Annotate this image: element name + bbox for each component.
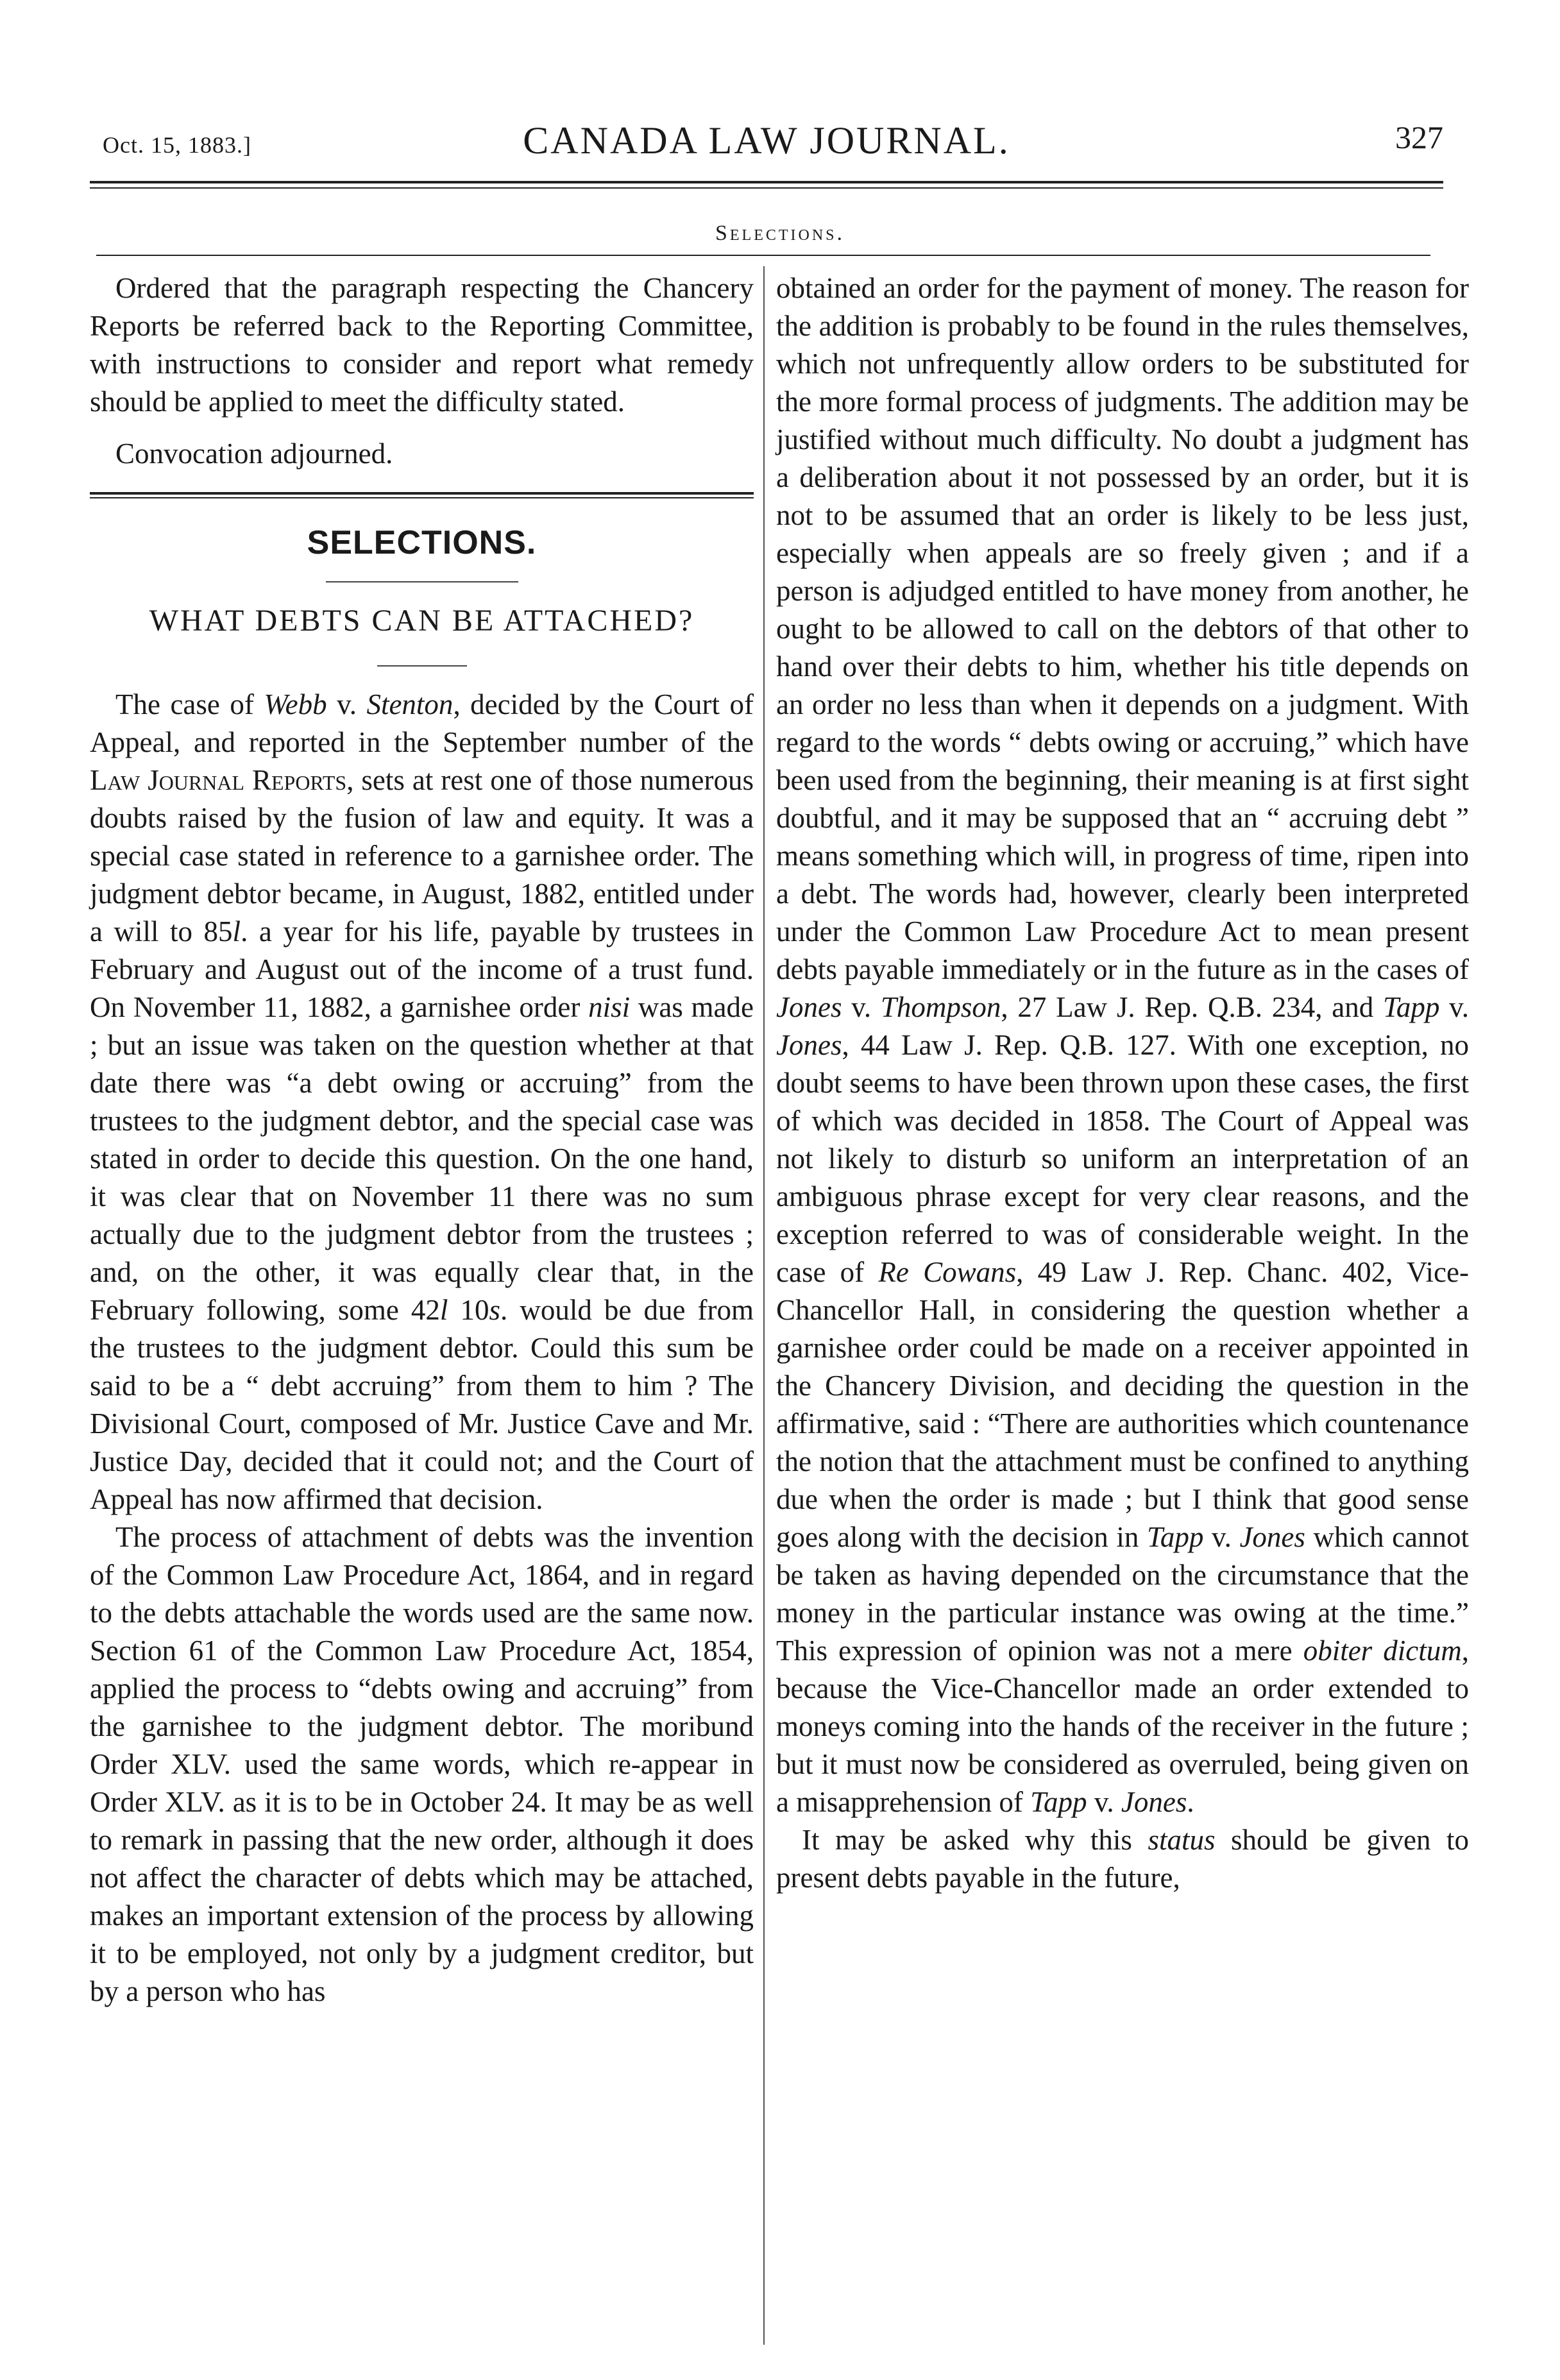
case-name: Stenton — [366, 688, 454, 720]
section-header: Selections. — [715, 221, 845, 245]
header-rule-thin — [90, 187, 1443, 189]
journal-title: CANADA LAW JOURNAL. — [523, 119, 1010, 162]
latin-term: obiter dictum — [1303, 1635, 1462, 1667]
page-number: 327 — [1395, 119, 1443, 155]
intro-paragraph: Ordered that the paragraph respecting the Chancery Reports be referred back to the Reporting Committee, with instructions to consider and report what remedy should be applied to meet the difficulty stated. — [90, 272, 754, 418]
article-paragraph-2-continued: obtained an order for the payment of money. The reason for the addition is probably to be found in the rules themselves, which not unfrequently allow orders to be substituted for the more formal process of judgments. The addition may be justified without much difficulty. No doubt a judgment has a deliberation about it not possessed by an order, but it is not to be assumed that an order is likely to be less just, especially when appeals are so freely given ; and if a person is adjudged entitled to have money from another, he ought to be allowed to call on the debtors of that other to hand over their debts to him, whether his title depends on an order no less than when it depends on a judgment. With regard to the words “ debts owing or accruing,” which have been used from the beginning, their meaning is at first sight doubtful, and it may be supposed that an “ accruing debt ” means something which will, in progress of time, ripen into a debt. The words had, however, clearly been interpreted under the Common Law Procedure Act to mean present debts payable immediately or in the future as in the cases of Jones v. Thompson, 27 Law J. Rep. Q.B. 234, and Tapp v. Jones, 44 Law J. Rep. Q.B. 127. With one exception, no doubt seems to have been thrown upon these cases, the first of which was decided in 1858. The Court of Appeal was not likely to disturb so uniform an interpretation of an ambiguous phrase except for very clear reasons, and the exception referred to was of considerable weight. In the case of Re Cowans, 49 Law J. Rep. Chanc. 402, Vice-Chancellor Hall, in considering the question whether a garnishee order could be made on a receiver appointed in the Chancery Division, and deciding the question in the affirmative, said : “There are authorities which countenance the notion that the attachment must be confined to anything due when the order is made ; but I think that good sense goes along with the decision in Tapp v. Jones which cannot be taken as having depended on the circumstance that the money in the particular instance was owing at the time.” This expression of opinion was not a mere obiter dictum, because the Vice-Chancellor made an order extended to moneys coming into the hands of the receiver in the future ; but it must now be considered as overruled, being given on a misapprehension of Tapp v. Jones. — [776, 272, 1470, 1818]
selections-heading: SELECTIONS. — [307, 524, 537, 561]
selections-rule-thick — [90, 492, 754, 495]
article-paragraph-1: The case of Webb v. Stenton, decided by the Court of Appeal, and reported in the September number of the Law Journal Reports, sets at rest one of those numerous doubts raised by the fusion of law and equity. It was a special case stated in reference to a garnishee order. The judgment debtor became, in August, 1882, entitled under a will to 85l. a year for his life, payable by trustees in February and August out of the income of a trust fund. On November 11, 1882, a garnishee order nisi was made ; but an issue was taken on the question whether at that date there was “a debt owing or accruing” from the trustees to the judgment debtor, and the special case was stated in order to decide this question. On the one hand, it was clear that on November 11 there was no sum actually due to the judgment debtor from the trustees ; and, on the other, it was equally clear that, in the February following, some 42l 10s. would be due from the trustees to the judgment debtor. Could this sum be said to be a “ debt accruing” from them to him ? The Divisional Court, composed of Mr. Justice Cave and Mr. Justice Day, decided that it could not; and the Court of Appeal has now affirmed that decision. — [90, 688, 754, 1515]
case-name: Jones — [1239, 1521, 1305, 1553]
case-name: Webb — [264, 688, 327, 720]
running-header — [77, 119, 1456, 176]
case-name: Jones — [1121, 1786, 1187, 1818]
case-name: Thompson — [880, 991, 1001, 1023]
right-column — [776, 269, 1469, 1897]
case-name: Jones — [776, 991, 842, 1023]
issue-date: Oct. 15, 1883.] — [103, 132, 251, 158]
case-name: Tapp — [1030, 1786, 1087, 1818]
case-name: Tapp — [1147, 1521, 1204, 1553]
title-rule — [377, 665, 467, 667]
article-paragraph-3: It may be asked why this status should be given to present debts payable in the future, — [776, 1824, 1469, 1894]
column-divider — [763, 266, 765, 2345]
case-name: Jones — [776, 1029, 842, 1061]
case-name: Re Cowans — [878, 1256, 1017, 1288]
article-paragraph-2: The process of attachment of debts was the invention of the Common Law Procedure Act, 1864, and in regard to the debts attachable the words used are the same now. Section 61 of the Common Law Procedure Act, 1854, applied the process to “debts owing and accruing” from the garnishee to the judgment debtor. The moribund Order XLV. used the same words, which re-appear in Order XLV. as it is to be in October 24. It may be as well to remark in passing that the new order, although it does not affect the character of debts which may be attached, makes an important extension of the process by allowing it to be employed, not only by a judgment creditor, but by a person who has — [90, 1521, 754, 2007]
adjourned-line: Convocation adjourned. — [115, 438, 393, 470]
article-title: WHAT DEBTS CAN BE ATTACHED? — [149, 604, 695, 638]
case-name: Tapp — [1383, 991, 1440, 1023]
header-rule-thick — [90, 181, 1443, 183]
heading-rule — [326, 581, 518, 582]
journal-reference: Law Journal Reports — [90, 764, 347, 796]
left-column — [90, 269, 754, 2010]
latin-term: nisi — [588, 991, 631, 1023]
emphasis: status — [1148, 1824, 1216, 1856]
section-rule — [96, 255, 1430, 256]
selections-rule-thin — [90, 497, 754, 498]
